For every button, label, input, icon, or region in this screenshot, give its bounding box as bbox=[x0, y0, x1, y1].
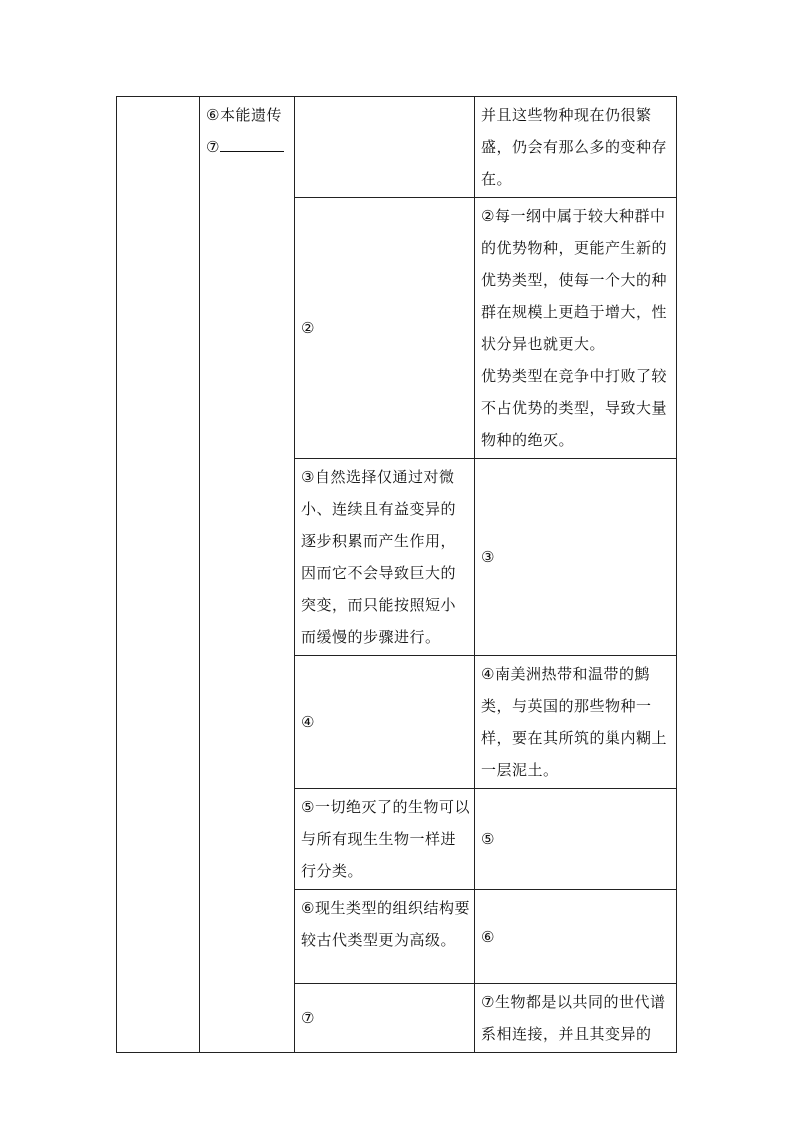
item-7-label: ⑦ bbox=[206, 138, 220, 156]
content-table bbox=[116, 96, 677, 1053]
row-3-right-cell: ③ bbox=[475, 459, 677, 656]
row-2-paragraph-1: ②每一纲中属于较大种群中的优势物种，更能产生新的优势类型，使每一个大的种群在规模上更趋于增大，性状分异也就更大。 bbox=[481, 207, 668, 353]
empty-column-cell bbox=[117, 97, 200, 1053]
row-1-left-cell bbox=[295, 97, 475, 198]
row-6-right-cell: ⑥ bbox=[475, 890, 677, 984]
row-3-left-cell: ③自然选择仅通过对微小、连续且有益变异的逐步积累而产生作用，因而它不会导致巨大的突变，而只能按照短小而缓慢的步骤进行。 bbox=[295, 459, 475, 656]
item-7-line bbox=[206, 131, 290, 163]
row-5-left-cell: ⑤一切绝灭了的生物可以与所有现生生物一样进行分类。 bbox=[295, 789, 475, 890]
row-2-right-cell bbox=[475, 198, 677, 459]
fill-in-blank bbox=[220, 133, 284, 152]
row-7-right-cell: ⑦生物都是以共同的世代谱系相连接，并且其变异的 bbox=[475, 984, 677, 1053]
row-2-left-cell: ② bbox=[295, 198, 475, 459]
row-2-paragraph-2: 优势类型在竞争中打败了较不占优势的类型，导致大量物种的绝灭。 bbox=[481, 367, 668, 449]
row-1-right-cell: 并且这些物种现在仍很繁盛，仍会有那么多的变种存在。 bbox=[475, 97, 677, 198]
row-4-left-cell: ④ bbox=[295, 656, 475, 789]
item-6-label: ⑥本能遗传 bbox=[206, 106, 282, 124]
row-6-left-cell: ⑥现生类型的组织结构要较古代类型更为高级。 bbox=[295, 890, 475, 984]
row-5-right-cell: ⑤ bbox=[475, 789, 677, 890]
row-4-right-cell: ④南美洲热带和温带的鹪类，与英国的那些物种一样，要在其所筑的巢内糊上一层泥土。 bbox=[475, 656, 677, 789]
category-cell bbox=[200, 97, 295, 1053]
row-7-left-cell: ⑦ bbox=[295, 984, 475, 1053]
